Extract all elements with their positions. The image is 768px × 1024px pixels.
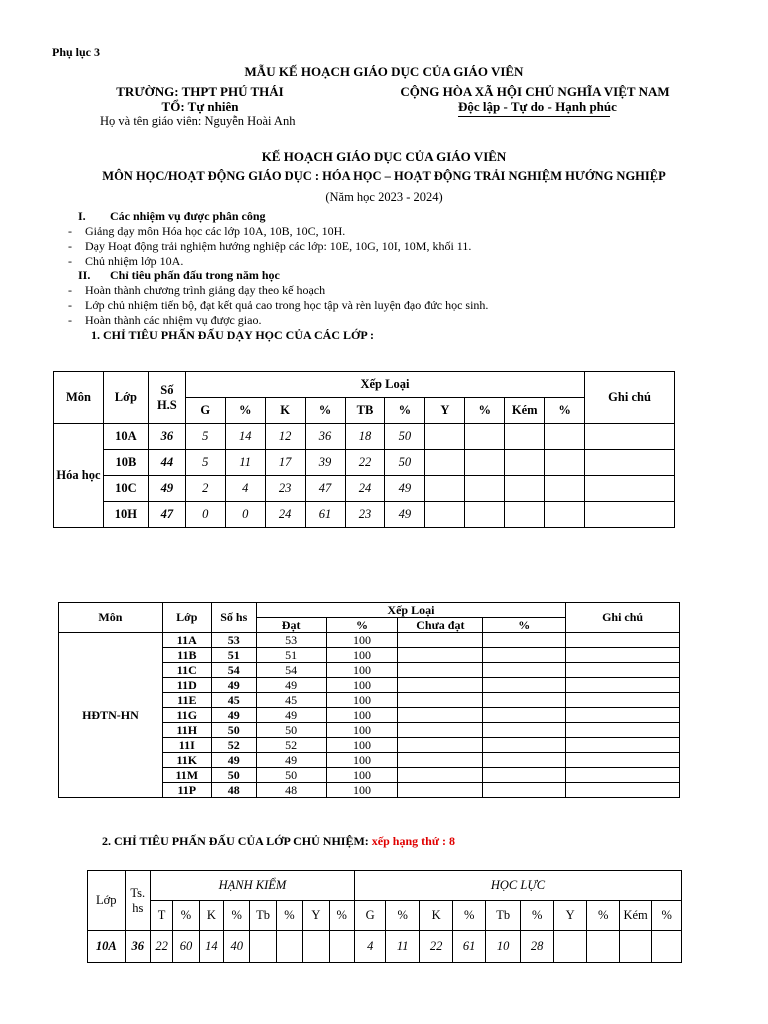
value-cell: 49 <box>385 476 425 502</box>
header-notes: Ghi chú <box>566 603 680 633</box>
section1-title: Các nhiệm vụ được phân công <box>110 209 266 223</box>
section2-title: Chỉ tiêu phấn đấu trong năm học <box>110 268 280 282</box>
class-cell: 11I <box>162 738 211 753</box>
class-cell: 11E <box>162 693 211 708</box>
value-cell <box>425 424 465 450</box>
notes-cell <box>585 502 675 528</box>
header-subject: Môn <box>59 603 163 633</box>
academic-col-header: % <box>521 901 553 931</box>
academic-cell: 4 <box>354 931 385 963</box>
value-cell: 36 <box>305 424 345 450</box>
academic-cell: 28 <box>521 931 553 963</box>
fail-pct-cell <box>483 633 566 648</box>
table-row <box>54 450 675 476</box>
notes-cell <box>566 693 680 708</box>
header-class: Lớp <box>88 871 126 931</box>
academic-cell: 61 <box>453 931 485 963</box>
value-cell: 5 <box>185 450 225 476</box>
value-cell: 61 <box>305 502 345 528</box>
subject-line: MÔN HỌC/HOẠT ĐỘNG GIÁO DỤC : HÓA HỌC – HOẠT ĐỘNG TRẢI NGHIỆM HƯỚNG NGHIỆP <box>102 169 666 183</box>
value-cell: 50 <box>385 450 425 476</box>
conduct-col-header: % <box>224 901 250 931</box>
col-header: G <box>185 398 225 424</box>
fail-cell <box>398 708 483 723</box>
students-cell: 50 <box>211 723 256 738</box>
value-cell: 0 <box>225 502 265 528</box>
value-cell: 18 <box>345 424 385 450</box>
heading-teaching-targets: 1. CHỈ TIÊU PHẤN ĐẤU DẠY HỌC CỦA CÁC LỚP : <box>91 328 375 342</box>
notes-cell <box>566 708 680 723</box>
value-cell: 23 <box>345 502 385 528</box>
class-cell: 10A <box>88 931 126 963</box>
value-cell: 14 <box>225 424 265 450</box>
value-cell <box>545 424 585 450</box>
notes-cell <box>585 476 675 502</box>
fail-cell <box>398 648 483 663</box>
value-cell: 12 <box>265 424 305 450</box>
table-row <box>59 633 680 648</box>
class-cell: 11D <box>162 678 211 693</box>
table-row <box>54 424 675 450</box>
class-cell: 11A <box>162 633 211 648</box>
class-cell: 11K <box>162 753 211 768</box>
fail-pct-cell <box>483 663 566 678</box>
fail-cell <box>398 768 483 783</box>
pass-pct-cell: 100 <box>326 678 398 693</box>
goal-item: Hoàn thành chương trình giảng dạy theo kế hoạch <box>85 283 326 297</box>
col-header: TB <box>345 398 385 424</box>
pass-cell: 45 <box>256 693 326 708</box>
conduct-col-header: Tb <box>250 901 276 931</box>
school-name: TRƯỜNG: THPT PHÚ THÁI <box>116 84 284 99</box>
class-cell: 10B <box>103 450 148 476</box>
value-cell <box>425 450 465 476</box>
students-cell: 48 <box>211 783 256 798</box>
fail-cell <box>398 753 483 768</box>
col-header: % <box>326 618 398 633</box>
table-row <box>54 502 675 528</box>
academic-cell <box>587 931 619 963</box>
value-cell <box>465 476 505 502</box>
academic-col-header: G <box>354 901 385 931</box>
class-cell: 11P <box>162 783 211 798</box>
value-cell <box>505 476 545 502</box>
task-item: Chủ nhiệm lớp 10A. <box>85 254 184 268</box>
conduct-col-header: Y <box>303 901 329 931</box>
students-cell: 44 <box>148 450 185 476</box>
pass-pct-cell: 100 <box>326 768 398 783</box>
value-cell <box>505 450 545 476</box>
fail-pct-cell <box>483 753 566 768</box>
pass-pct-cell: 100 <box>326 663 398 678</box>
col-header: % <box>545 398 585 424</box>
class-cell: 11H <box>162 723 211 738</box>
students-cell: 50 <box>211 768 256 783</box>
value-cell: 2 <box>185 476 225 502</box>
pass-cell: 51 <box>256 648 326 663</box>
value-cell <box>465 450 505 476</box>
students-cell: 47 <box>148 502 185 528</box>
pass-cell: 52 <box>256 738 326 753</box>
class-cell: 11G <box>162 708 211 723</box>
value-cell: 49 <box>385 502 425 528</box>
header-students: Số hs <box>211 603 256 633</box>
notes-cell <box>566 663 680 678</box>
pass-cell: 54 <box>256 663 326 678</box>
value-cell: 24 <box>265 502 305 528</box>
students-cell: 45 <box>211 693 256 708</box>
students-cell: 36 <box>148 424 185 450</box>
academic-col-header: % <box>453 901 485 931</box>
academic-cell: 10 <box>485 931 521 963</box>
fail-pct-cell <box>483 738 566 753</box>
section1-num: I. <box>78 209 86 223</box>
header-notes: Ghi chú <box>585 372 675 424</box>
pass-pct-cell: 100 <box>326 633 398 648</box>
notes-cell <box>566 723 680 738</box>
goal-item: Lớp chủ nhiệm tiến bộ, đạt kết quả cao trong học tập và rèn luyện đạo đức học sinh. <box>85 298 489 312</box>
pass-cell: 50 <box>256 768 326 783</box>
total-cell: 36 <box>125 931 150 963</box>
pass-cell: 49 <box>256 753 326 768</box>
homeroom-targets-table <box>87 870 682 963</box>
academic-cell: 22 <box>419 931 453 963</box>
notes-cell <box>566 783 680 798</box>
pass-cell: 50 <box>256 723 326 738</box>
academic-cell <box>652 931 682 963</box>
academic-col-header: K <box>419 901 453 931</box>
conduct-cell <box>250 931 276 963</box>
nation-title: CỘNG HÒA XÃ HỘI CHỦ NGHĨA VIỆT NAM <box>400 84 670 99</box>
value-cell: 22 <box>345 450 385 476</box>
value-cell: 4 <box>225 476 265 502</box>
homeroom-rank: xếp hạng thứ : 8 <box>371 834 456 848</box>
subject-cell: HĐTN-HN <box>59 633 163 798</box>
conduct-col-header: % <box>173 901 199 931</box>
value-cell <box>505 424 545 450</box>
col-header: % <box>305 398 345 424</box>
form-title: MẪU KẾ HOẠCH GIÁO DỤC CỦA GIÁO VIÊN <box>244 64 524 79</box>
conduct-cell: 14 <box>199 931 223 963</box>
fail-cell <box>398 783 483 798</box>
conduct-col-header: K <box>199 901 223 931</box>
fail-pct-cell <box>483 708 566 723</box>
col-header: % <box>483 618 566 633</box>
value-cell: 5 <box>185 424 225 450</box>
academic-cell <box>619 931 651 963</box>
notes-cell <box>566 738 680 753</box>
pass-pct-cell: 100 <box>326 648 398 663</box>
class-cell: 10H <box>103 502 148 528</box>
col-header: % <box>385 398 425 424</box>
students-cell: 49 <box>211 753 256 768</box>
academic-col-header: Kém <box>619 901 651 931</box>
notes-cell <box>566 633 680 648</box>
col-header: K <box>265 398 305 424</box>
school-year: (Năm học 2023 - 2024) <box>325 190 443 204</box>
fail-cell <box>398 738 483 753</box>
class-cell: 11B <box>162 648 211 663</box>
academic-cell <box>553 931 587 963</box>
academic-col-header: Tb <box>485 901 521 931</box>
fail-pct-cell <box>483 723 566 738</box>
pass-pct-cell: 100 <box>326 783 398 798</box>
value-cell <box>425 476 465 502</box>
col-header: % <box>465 398 505 424</box>
header-ranking: Xếp Loại <box>185 372 584 398</box>
academic-col-header: % <box>587 901 619 931</box>
class-cell: 10C <box>103 476 148 502</box>
fail-cell <box>398 678 483 693</box>
value-cell: 0 <box>185 502 225 528</box>
fail-cell <box>398 723 483 738</box>
pass-pct-cell: 100 <box>326 723 398 738</box>
pass-cell: 49 <box>256 708 326 723</box>
fail-cell <box>398 633 483 648</box>
fail-pct-cell <box>483 693 566 708</box>
value-cell <box>545 476 585 502</box>
students-cell: 51 <box>211 648 256 663</box>
header-subject: Môn <box>54 372 104 424</box>
teacher-name: Họ và tên giáo viên: Nguyễn Hoài Anh <box>100 114 296 128</box>
motto: Độc lập - Tự do - Hạnh phúc <box>458 99 610 117</box>
students-cell: 53 <box>211 633 256 648</box>
header-class: Lớp <box>162 603 211 633</box>
teaching-targets-table <box>53 371 675 528</box>
pass-pct-cell: 100 <box>326 738 398 753</box>
value-cell: 17 <box>265 450 305 476</box>
conduct-col-header: % <box>329 901 354 931</box>
value-cell <box>545 450 585 476</box>
goal-item: Hoàn thành các nhiệm vụ được giao. <box>85 313 262 327</box>
appendix-label: Phụ lục 3 <box>52 45 101 59</box>
section2-num: II. <box>78 268 91 282</box>
value-cell <box>545 502 585 528</box>
class-cell: 11C <box>162 663 211 678</box>
value-cell <box>505 502 545 528</box>
header-conduct: HẠNH KIỂM <box>150 871 354 901</box>
table-row <box>54 476 675 502</box>
students-cell: 52 <box>211 738 256 753</box>
notes-cell <box>566 678 680 693</box>
value-cell: 11 <box>225 450 265 476</box>
conduct-cell: 40 <box>224 931 250 963</box>
fail-cell <box>398 693 483 708</box>
header-students: Số H.S <box>148 372 185 424</box>
pass-pct-cell: 100 <box>326 753 398 768</box>
pass-cell: 49 <box>256 678 326 693</box>
students-cell: 49 <box>211 678 256 693</box>
conduct-cell: 60 <box>173 931 199 963</box>
academic-cell: 11 <box>386 931 420 963</box>
value-cell: 50 <box>385 424 425 450</box>
col-header: % <box>225 398 265 424</box>
header-class: Lớp <box>103 372 148 424</box>
header-total: Ts. hs <box>125 871 150 931</box>
fail-pct-cell <box>483 783 566 798</box>
academic-col-header: % <box>652 901 682 931</box>
notes-cell <box>566 768 680 783</box>
conduct-cell <box>329 931 354 963</box>
team-name: TỔ: Tự nhiên <box>161 99 239 114</box>
pass-pct-cell: 100 <box>326 693 398 708</box>
header-academic: HỌC LỰC <box>354 871 681 901</box>
header-ranking: Xếp Loại <box>256 603 565 618</box>
notes-cell <box>566 648 680 663</box>
task-item: Giảng dạy môn Hóa học các lớp 10A, 10B, 10C, 10H. <box>85 224 346 238</box>
value-cell: 47 <box>305 476 345 502</box>
pass-cell: 53 <box>256 633 326 648</box>
academic-col-header: % <box>386 901 420 931</box>
value-cell: 23 <box>265 476 305 502</box>
fail-pct-cell <box>483 768 566 783</box>
col-header: Chưa đạt <box>398 618 483 633</box>
heading-homeroom-targets <box>102 834 455 849</box>
conduct-col-header: T <box>150 901 172 931</box>
class-cell: 11M <box>162 768 211 783</box>
col-header: Kém <box>505 398 545 424</box>
fail-pct-cell <box>483 648 566 663</box>
fail-cell <box>398 663 483 678</box>
students-cell: 54 <box>211 663 256 678</box>
conduct-col-header: % <box>276 901 302 931</box>
students-cell: 49 <box>211 708 256 723</box>
value-cell: 39 <box>305 450 345 476</box>
notes-cell <box>585 424 675 450</box>
academic-col-header: Y <box>553 901 587 931</box>
conduct-cell <box>276 931 302 963</box>
value-cell: 24 <box>345 476 385 502</box>
subject-cell: Hóa học <box>54 424 104 528</box>
fail-pct-cell <box>483 678 566 693</box>
task-item: Dạy Hoạt động trải nghiệm hướng nghiệp các lớp: 10E, 10G, 10I, 10M, khối 11. <box>85 239 472 253</box>
heading-homeroom-text: 2. CHỈ TIÊU PHẤN ĐẤU CỦA LỚP CHỦ NHIỆM: <box>102 834 369 848</box>
conduct-cell <box>303 931 329 963</box>
conduct-cell: 22 <box>150 931 172 963</box>
pass-cell: 48 <box>256 783 326 798</box>
plan-title: KẾ HOẠCH GIÁO DỤC CỦA GIÁO VIÊN <box>261 149 507 164</box>
notes-cell <box>585 450 675 476</box>
students-cell: 49 <box>148 476 185 502</box>
value-cell <box>425 502 465 528</box>
value-cell <box>465 424 505 450</box>
class-cell: 10A <box>103 424 148 450</box>
value-cell <box>465 502 505 528</box>
col-header: Đạt <box>256 618 326 633</box>
pass-pct-cell: 100 <box>326 708 398 723</box>
col-header: Y <box>425 398 465 424</box>
activity-targets-table <box>58 602 680 798</box>
notes-cell <box>566 753 680 768</box>
